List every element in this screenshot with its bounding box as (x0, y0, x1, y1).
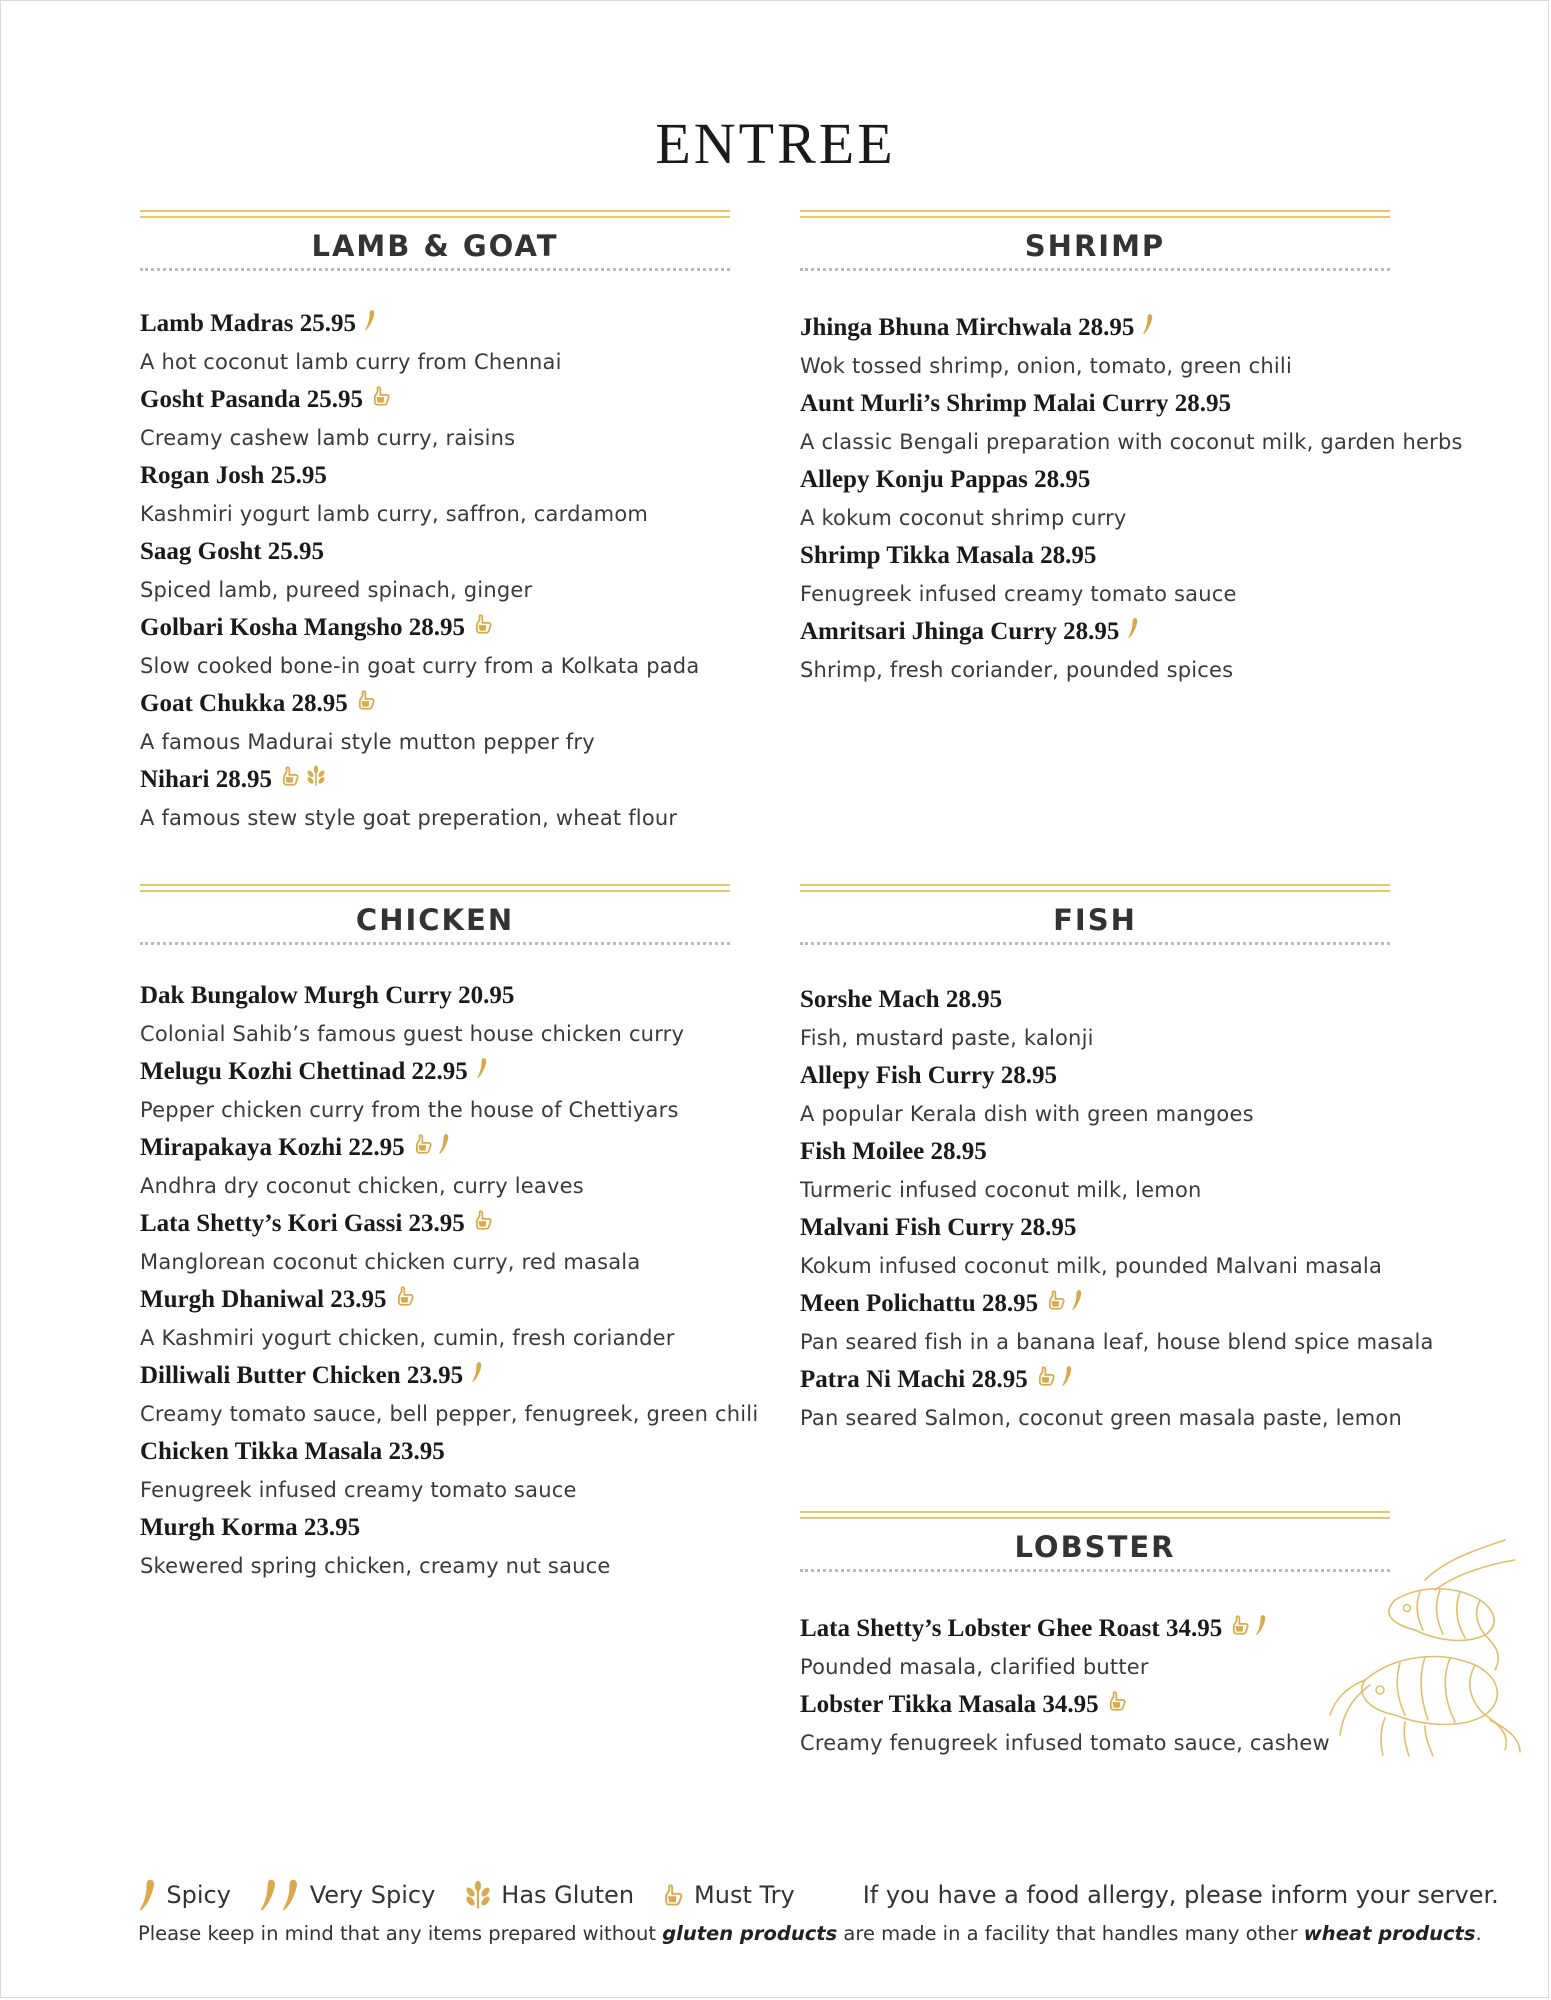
item-description: Creamy tomato sauce, bell pepper, fenugreek, green chili (140, 1402, 759, 1426)
item-name-text: Patra Ni Machi 28.95 (800, 1366, 1028, 1393)
item-name (140, 685, 730, 723)
menu-item (140, 1205, 730, 1281)
notice-emphasis: gluten products (662, 1922, 838, 1945)
menu-item (140, 761, 730, 837)
item-list (800, 981, 1434, 1437)
legend-must-try (662, 1881, 795, 1909)
item-name-text: Rogan Josh 25.95 (140, 462, 327, 489)
menu-item (800, 1285, 1434, 1361)
dotted-divider (800, 1569, 1390, 1572)
menu-item (140, 1357, 759, 1433)
item-list (800, 309, 1463, 689)
item-name-text: Shrimp Tikka Masala 28.95 (800, 542, 1097, 569)
menu-item (800, 1057, 1390, 1133)
item-name-text: Melugu Kozhi Chettinad 22.95 (140, 1058, 468, 1085)
must-try-icon (662, 1883, 686, 1907)
item-name-text: Fish Moilee 28.95 (800, 1138, 987, 1165)
menu-item (140, 1509, 730, 1585)
spicy-icon (364, 305, 377, 343)
item-description: Pounded masala, clarified butter (800, 1655, 1149, 1679)
item-name-text: Allepy Fish Curry 28.95 (800, 1062, 1057, 1089)
item-description: Shrimp, fresh coriander, pounded spices (800, 658, 1234, 682)
menu-item (800, 981, 1390, 1057)
spicy-icon (471, 1357, 484, 1395)
gold-rule (800, 890, 1390, 892)
gluten-icon (463, 1880, 493, 1910)
menu-item (800, 537, 1390, 613)
gold-rule (800, 884, 1390, 886)
menu-item (140, 1281, 730, 1357)
item-name (800, 461, 1390, 499)
item-name-text: Lobster Tikka Masala 34.95 (800, 1691, 1099, 1718)
spicy-icon (1127, 613, 1140, 651)
item-name-text: Mirapakaya Kozhi 22.95 (140, 1134, 405, 1161)
item-description: A hot coconut lamb curry from Chennai (140, 350, 562, 374)
item-description: A famous Madurai style mutton pepper fry (140, 730, 595, 754)
spicy-icon (1142, 309, 1155, 347)
item-description: Turmeric infused coconut milk, lemon (800, 1178, 1202, 1202)
item-name-text: Gosht Pasanda 25.95 (140, 386, 363, 413)
gold-rule (800, 1511, 1390, 1513)
menu-item (800, 1686, 1390, 1762)
menu-item (800, 1361, 1402, 1437)
menu-item (140, 457, 730, 533)
legend-label: Must Try (694, 1881, 795, 1909)
menu-item (800, 461, 1390, 537)
item-name-text: Lata Shetty’s Kori Gassi 23.95 (140, 1210, 465, 1237)
section-lobster (800, 1511, 1390, 1762)
legend-gluten (463, 1880, 634, 1910)
item-name (140, 533, 730, 571)
notice-text: . (1475, 1922, 1482, 1945)
legend-label: Spicy (166, 1881, 231, 1909)
menu-item (800, 1610, 1390, 1686)
gold-rule (800, 210, 1390, 212)
item-description: Wok tossed shrimp, onion, tomato, green chili (800, 354, 1292, 378)
dotted-divider (140, 268, 730, 271)
spicy-icon (281, 1878, 301, 1912)
item-name (140, 381, 730, 419)
item-description: Andhra dry coconut chicken, curry leaves (140, 1174, 584, 1198)
section-lamb-goat (140, 210, 730, 837)
must-try-icon (473, 1205, 495, 1243)
menu-item (140, 1053, 730, 1129)
legend-very-spicy (259, 1878, 435, 1912)
menu-item (800, 1209, 1390, 1285)
item-name (140, 1205, 730, 1243)
spicy-icon (476, 1053, 489, 1091)
must-try-icon (1107, 1686, 1129, 1724)
item-name-text: Goat Chukka 28.95 (140, 690, 348, 717)
item-description: Creamy cashew lamb curry, raisins (140, 426, 516, 450)
item-name-text: Lamb Madras 25.95 (140, 310, 356, 337)
must-try-icon (1036, 1361, 1058, 1399)
section-fish (800, 884, 1434, 1437)
item-name-text: Nihari 28.95 (140, 766, 272, 793)
menu-item (140, 609, 730, 685)
legend (138, 1878, 1499, 1912)
item-name-text: Jhinga Bhuna Mirchwala 28.95 (800, 314, 1135, 341)
item-name-text: Murgh Korma 23.95 (140, 1514, 361, 1541)
item-name-text: Dak Bungalow Murgh Curry 20.95 (140, 982, 515, 1009)
menu-item (140, 977, 730, 1053)
gold-rule (140, 884, 730, 886)
dotted-divider (800, 268, 1390, 271)
item-name-text: Sorshe Mach 28.95 (800, 986, 1003, 1013)
item-name (140, 761, 730, 799)
item-name-text: Aunt Murli’s Shrimp Malai Curry 28.95 (800, 390, 1232, 417)
must-try-icon (1230, 1610, 1252, 1648)
item-description: A famous stew style goat preperation, wheat flour (140, 806, 678, 830)
must-try-icon (356, 685, 378, 723)
item-name-text: Amritsari Jhinga Curry 28.95 (800, 618, 1120, 645)
spicy-icon (1255, 1610, 1268, 1648)
item-name (800, 1209, 1390, 1247)
allergy-notice: If you have a food allergy, please inform your server. (862, 1881, 1499, 1909)
item-description: Colonial Sahib’s famous guest house chicken curry (140, 1022, 685, 1046)
section-shrimp (800, 210, 1463, 689)
item-name (140, 1053, 730, 1091)
item-description: Pan seared Salmon, coconut green masala paste, lemon (800, 1406, 1402, 1430)
section-title: FISH (1053, 903, 1137, 937)
item-description: Fenugreek infused creamy tomato sauce (800, 582, 1237, 606)
item-list (140, 977, 759, 1585)
section-title: CHICKEN (355, 903, 515, 937)
gold-rule (140, 216, 730, 218)
item-name-text: Meen Polichattu 28.95 (800, 1290, 1039, 1317)
item-name (800, 1285, 1390, 1323)
item-name (800, 1133, 1390, 1171)
item-name (800, 1686, 1390, 1724)
item-name (140, 305, 730, 343)
spicy-icon (259, 1878, 279, 1912)
item-name (800, 309, 1390, 347)
page-title: ENTREE (655, 111, 896, 176)
item-description: Skewered spring chicken, creamy nut sauce (140, 1554, 611, 1578)
item-description: Kashmiri yogurt lamb curry, saffron, cardamom (140, 502, 649, 526)
notice-text: are made in a facility that handles many other (837, 1922, 1304, 1945)
menu-item (800, 309, 1390, 385)
item-description: Kokum infused coconut milk, pounded Malvani masala (800, 1254, 1383, 1278)
item-name-text: Allepy Konju Pappas 28.95 (800, 466, 1091, 493)
item-name-text: Murgh Dhaniwal 23.95 (140, 1286, 387, 1313)
gold-rule (140, 210, 730, 212)
item-name (140, 457, 730, 495)
item-name (140, 1509, 730, 1547)
spicy-icon (438, 1129, 451, 1167)
item-description: A kokum coconut shrimp curry (800, 506, 1127, 530)
item-name-text: Lata Shetty’s Lobster Ghee Roast 34.95 (800, 1615, 1223, 1642)
item-description: A popular Kerala dish with green mangoes (800, 1102, 1254, 1126)
menu-item (800, 385, 1463, 461)
dotted-divider (800, 942, 1390, 945)
item-list (140, 305, 730, 837)
legend-spicy (138, 1878, 231, 1912)
gold-rule (140, 890, 730, 892)
item-name (800, 537, 1390, 575)
must-try-icon (1046, 1285, 1068, 1323)
dotted-divider (140, 942, 730, 945)
section-title: SHRIMP (1024, 229, 1166, 263)
must-try-icon (395, 1281, 417, 1319)
item-name (800, 1361, 1390, 1399)
gold-rule (800, 216, 1390, 218)
item-description: Manglorean coconut chicken curry, red masala (140, 1250, 641, 1274)
item-name-text: Saag Gosht 25.95 (140, 538, 325, 565)
item-description: A classic Bengali preparation with coconut milk, garden herbs (800, 430, 1463, 454)
notice-text: Please keep in mind that any items prepared without (138, 1922, 663, 1945)
item-name-text: Dilliwali Butter Chicken 23.95 (140, 1362, 464, 1389)
gold-rule (800, 1517, 1390, 1519)
item-description: Creamy fenugreek infused tomato sauce, cashew (800, 1731, 1330, 1755)
spicy-icon (138, 1878, 158, 1912)
item-name-text: Chicken Tikka Masala 23.95 (140, 1438, 445, 1465)
item-name (140, 609, 730, 647)
item-description: Pepper chicken curry from the house of Chettiyars (140, 1098, 679, 1122)
item-name (800, 385, 1390, 423)
menu-item (140, 533, 730, 609)
menu-item (140, 1433, 730, 1509)
section-title: LAMB & GOAT (311, 229, 559, 263)
must-try-icon (413, 1129, 435, 1167)
section-title: LOBSTER (1014, 1530, 1176, 1564)
item-name (800, 1057, 1390, 1095)
legend-label: Very Spicy (309, 1881, 436, 1909)
item-name (140, 977, 730, 1015)
must-try-icon (371, 381, 393, 419)
legend-label: Has Gluten (501, 1881, 635, 1909)
item-description: Pan seared fish in a banana leaf, house blend spice masala (800, 1330, 1434, 1354)
item-description: Spiced lamb, pureed spinach, ginger (140, 578, 533, 602)
notice-emphasis: wheat products (1303, 1922, 1476, 1945)
must-try-icon (280, 761, 302, 799)
gluten-icon (305, 761, 327, 799)
item-name (140, 1129, 730, 1167)
spicy-icon (1071, 1285, 1084, 1323)
menu-item (140, 381, 730, 457)
menu-item (800, 1133, 1390, 1209)
spicy-icon (1061, 1361, 1074, 1399)
item-description: Slow cooked bone-in goat curry from a Kolkata pada (140, 654, 700, 678)
item-description: Fenugreek infused creamy tomato sauce (140, 1478, 577, 1502)
item-name-text: Malvani Fish Curry 28.95 (800, 1214, 1077, 1241)
item-name-text: Golbari Kosha Mangsho 28.95 (140, 614, 466, 641)
item-name (140, 1357, 730, 1395)
menu-item (140, 685, 730, 761)
item-name (800, 981, 1390, 1019)
section-chicken (140, 884, 759, 1585)
gluten-notice (138, 1922, 1482, 1945)
item-name (140, 1433, 730, 1471)
item-description: A Kashmiri yogurt chicken, cumin, fresh coriander (140, 1326, 675, 1350)
item-name (800, 613, 1390, 651)
item-name (140, 1281, 730, 1319)
item-list (800, 1610, 1390, 1762)
must-try-icon (473, 609, 495, 647)
item-name (800, 1610, 1390, 1648)
shrimp-illustration-icon (1325, 1530, 1535, 1760)
item-description: Fish, mustard paste, kalonji (800, 1026, 1094, 1050)
menu-item (140, 305, 730, 381)
menu-item (140, 1129, 730, 1205)
menu-item (800, 613, 1390, 689)
